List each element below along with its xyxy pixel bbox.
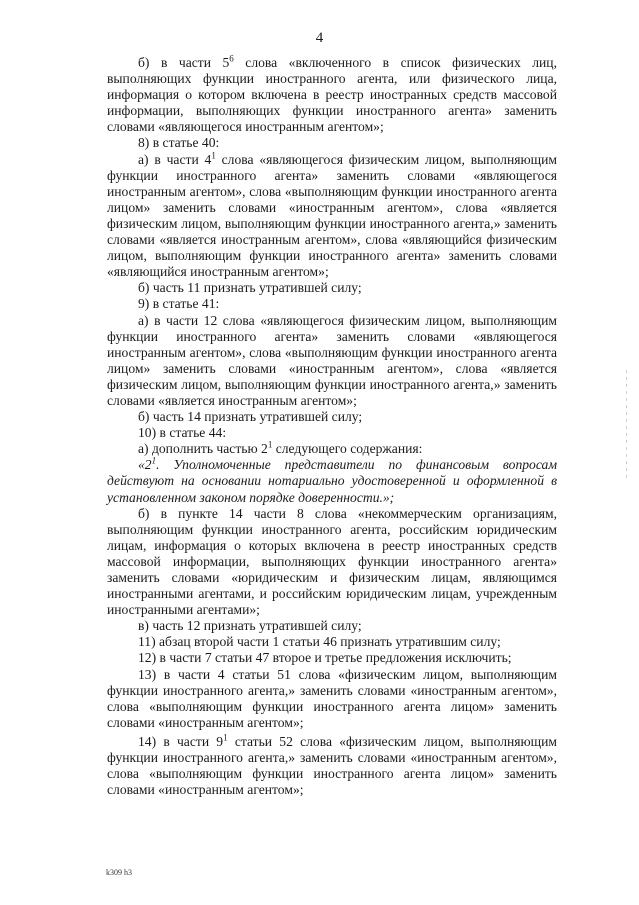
document-body	[107, 55, 557, 798]
paragraph-text: б) часть 11 признать утратившей силу;	[138, 280, 362, 296]
paragraph	[107, 152, 557, 281]
paragraph-text: слова «являющегося физическим лицом, выполняющим функции иностранного агента» заменить словами «являющегося иностранным агентом», слова «выполняющим функции иностранного агента лицом» заменить словами «иностранным агентом», слова «является физическим лицом, выполняющим функции иностранного агента,» заменить словами «является иностранным агентом», слова «являющийся физическим лицом, выполняющим функции иностранного агента» заменить словами «являющийся иностранным агентом»;	[107, 151, 557, 280]
paragraph-text: 14) в части 9	[138, 733, 224, 749]
paragraph	[107, 135, 557, 151]
paragraph-text: б) в пункте 14 части 8 слова «некоммерческим организациям, выполняющим функции иностранного агента, российским юридическим лицам, информация о которых включена в реестр иностранных средств массовой информации, выполняющих функции иностранного агента» заменить словами «юридическим и физическим лицам, являющимся иностранными агентами, и российским юридическим лицам, учрежденным иностранными агентами»;	[107, 505, 557, 618]
paragraph	[107, 441, 557, 457]
superscript: 1	[267, 439, 273, 450]
paragraph-text: 9) в статье 41:	[138, 296, 220, 312]
paragraph	[107, 280, 557, 296]
paragraph	[107, 425, 557, 441]
paragraph	[107, 409, 557, 425]
superscript: 6	[229, 53, 234, 64]
superscript: 1	[211, 150, 216, 161]
paragraph-text: «2	[138, 457, 152, 473]
footer-code: k309 h3	[106, 868, 132, 877]
paragraph-text: 10) в статье 44:	[138, 425, 227, 441]
paragraph-text: а) в части 12 слова «являющегося физическим лицом, выполняющим функции иностранного агента» заменить словами «являющегося иностранным агентом», слова «выполняющим функции иностранного агента лицом» заменить словами «иностранным агентом», слова «является физическим лицом, выполняющим функции иностранного агента,» заменить словами «является иностранным агентом»;	[107, 312, 557, 408]
paragraph-text: . Уполномоченные представители по финансовым вопросам действуют на основании нотариально удостоверенной и оформленной в установленном законом порядке доверенности.»;	[107, 457, 557, 505]
superscript: 1	[223, 732, 228, 743]
paragraph-text: 12) в части 7 статьи 47 второе и третье предложения исключить;	[138, 650, 512, 666]
paragraph-text: слова «включенного в список физических лиц, выполняющих функции иностранного агента, или физического лица, информация о котором включена в реестр иностранных средств массовой информации, выполняющих функции иностранного агента» заменить словами «являющегося иностранным агентом»;	[107, 55, 557, 135]
paragraph-text: в) часть 12 признать утратившей силу;	[138, 618, 362, 634]
paragraph	[107, 667, 557, 731]
paragraph	[107, 506, 557, 619]
paragraph-text: 8) в статье 40:	[138, 135, 220, 151]
paragraph	[107, 618, 557, 634]
paragraph-text: следующего содержания:	[272, 441, 423, 457]
paragraph-text: а) в части 4	[138, 151, 212, 167]
paragraph-text: 11) абзац второй части 1 статьи 46 признать утратившим силу;	[138, 634, 501, 650]
paragraph-text: 13) в части 4 статьи 51 слова «физическим лицом, выполняющим функции иностранного агента,» заменить словами «иностранным агентом», слова «выполняющим функции иностранного агента лицом» заменить словами «иностранным агентом»;	[107, 666, 557, 730]
paragraph	[107, 296, 557, 312]
paragraph	[107, 55, 557, 135]
paragraph-text: б) часть 14 признать утратившей силу;	[138, 409, 363, 425]
paragraph	[107, 634, 557, 650]
paragraph-text: статьи 52 слова «физическим лицом, выполняющим функции иностранного агента,» заменить словами «иностранным агентом», слова «выполняющим функции иностранного агента лицом» заменить словами «иностранным агентом»;	[107, 733, 557, 798]
paragraph-text: б) в части 5	[138, 55, 230, 70]
paragraph-text: а) дополнить частью 2	[138, 441, 268, 457]
paragraph	[107, 650, 557, 666]
superscript: 1	[151, 455, 157, 466]
paragraph-inserted-text	[107, 457, 557, 505]
scan-edge-artifact	[626, 370, 627, 480]
paragraph	[107, 734, 557, 798]
page-number: 4	[315, 30, 324, 46]
paragraph	[107, 313, 557, 410]
